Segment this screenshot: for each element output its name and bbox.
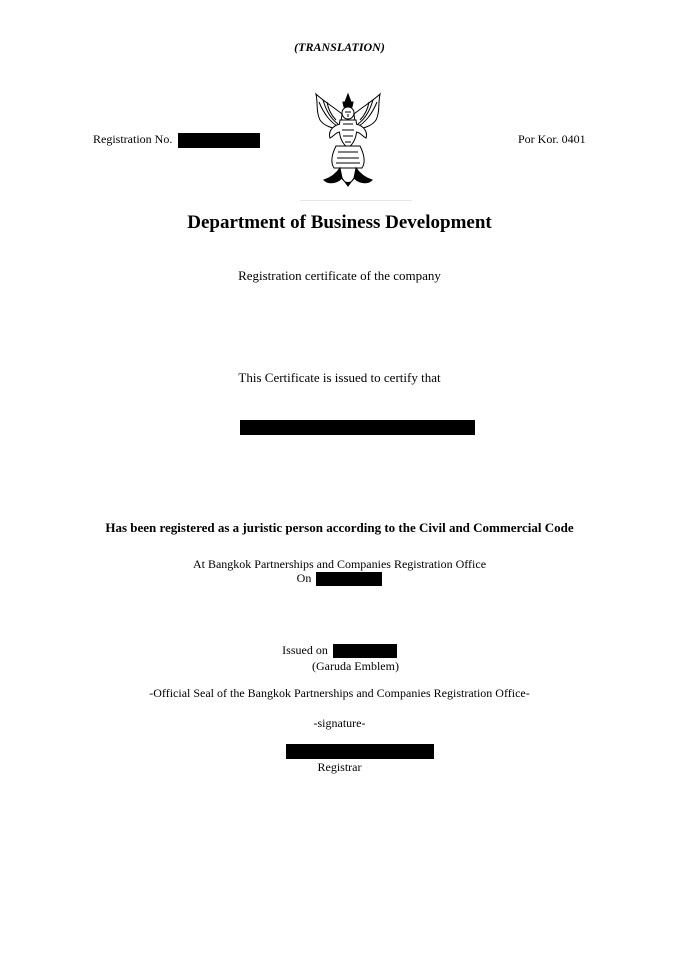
department-title: Department of Business Development	[187, 212, 492, 233]
registrar-name-redaction	[286, 744, 434, 759]
registration-label: Registration No.	[93, 132, 173, 146]
registration-statement: Has been registered as a juristic person according to the Civil and Commercial Code	[105, 520, 574, 535]
registrar-label: Registrar	[317, 760, 362, 774]
issued-date-row	[0, 643, 679, 658]
translation-heading: (TRANSLATION)	[294, 40, 385, 54]
garuda-emblem-label: (Garuda Emblem)	[312, 659, 399, 673]
registration-date-row	[0, 571, 679, 586]
registration-number-redaction	[178, 133, 260, 148]
official-seal-text: -Official Seal of the Bangkok Partnerships and Companies Registration Office-	[149, 686, 530, 700]
registration-number-row	[93, 132, 260, 148]
certificate-subtitle: Registration certificate of the company	[238, 268, 441, 283]
issued-date-redaction	[333, 644, 397, 658]
emblem-divider	[300, 200, 412, 201]
registration-office: At Bangkok Partnerships and Companies Registration Office	[192, 557, 487, 571]
signature-text: -signature-	[313, 716, 366, 730]
on-label: On	[296, 571, 312, 585]
certify-statement: This Certificate is issued to certify that	[238, 370, 441, 385]
company-name-redaction	[240, 420, 475, 435]
form-code: Por Kor. 0401	[518, 132, 586, 146]
registration-date-redaction	[316, 572, 382, 586]
issued-label: Issued on	[282, 643, 328, 657]
garuda-emblem-icon	[310, 92, 386, 188]
